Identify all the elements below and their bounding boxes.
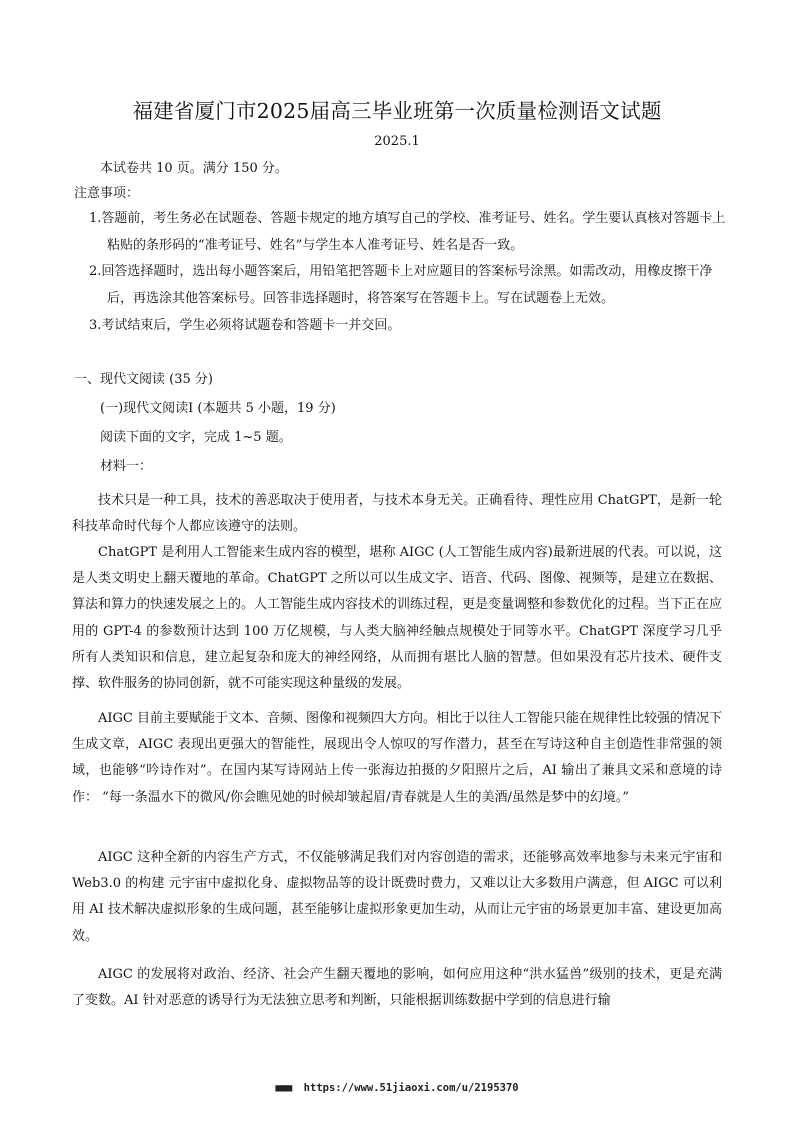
material-label: 材料一： — [100, 459, 153, 474]
body-paragraph-4: AIGC 这种全新的内容生产方式，不仅能够满足我们对内容创造的需求，还能够高效率地参与未来元宇宙和 Web3.0 的构建 元宇宙中虚拟化身、虚拟物品等的设计既费时费力，又难以让大多数用户满意，但 AIGC 可以利用 AI 技术解决虚拟形象的生成问题，甚至能够让虚拟形象更加生动，从而让元宇宙的场景更加丰富、建设更加高效。 — [72, 850, 722, 944]
note-item-3: 3.考试结束后，学生必须将试题卷和答题卡一并交回。 — [89, 318, 401, 333]
exam-date: 2025.1 — [374, 134, 420, 149]
note-item-2: 2.回答选择题时，选出每小题答案后，用铅笔把答题卡上对应题目的答案标号涂黑。如需改动，用橡皮擦干净后，再选涂其他答案标号。回答非选择题时，将答案写在答题卡上。写在试题卷上无效。 — [89, 264, 713, 306]
body-paragraph-2: ChatGPT 是利用人工智能来生成内容的模型，堪称 AIGC (人工智能生成内容)最新进展的代表。可以说，这是人类文明史上翻天覆地的革命。ChatGPT 之所以可以生成文字、语音、代码、图像、视频等，是建立在数据、算法和算力的快速发展之上的。人工智能生成内容技术的训练过程，更是变量调整和参数优化的过程。当下正在应用的 GPT-4 的参数预计达到 100 万亿规模，与人类大脑神经触点规模处于同等水平。ChatGPT 深度学习几乎所有人类知识和信息，建立起复杂和庞大的神经网络，从而拥有堪比人脑的智慧。但如果没有芯片技术、硬件支撑、软件服务的协同创新，就不可能实现这种量级的发展。 — [72, 545, 723, 692]
note-item-1: 1.答题前，考生务必在试题卷、答题卡规定的地方填写自己的学校、准考证号、姓名。学生要认真核对答题卡上粘贴的条形码的“准考证号、姓名”与学生本人准考证号、姓名是否一致。 — [89, 211, 726, 253]
reading-instruction: 阅读下面的文字，完成 1~5 题。 — [100, 430, 292, 445]
section-heading: 一、现代文阅读 (35 分) — [74, 372, 213, 387]
notes-heading: 注意事项： — [74, 186, 140, 201]
footer-mark: ■■■ — [275, 1082, 292, 1094]
sub-section-heading: (一)现代文阅读Ⅰ (本题共 5 小题，19 分) — [100, 401, 336, 416]
body-paragraph-3: AIGC 目前主要赋能于文本、音频、图像和视频四大方向。相比于以往人工智能只能在规律性比较强的情况下生成文章，AIGC 表现出更强大的智能性，展现出令人惊叹的写作潜力，甚至在写诗这种自主创造性非常强的领域，也能够“吟诗作对”。在国内某写诗网站上传一张海边拍摄的夕阳照片之后，AI 输出了兼具文采和意境的诗作： “每一条温水下的微风/你会瞧见她的时候却皱起眉/青春就是人生的美酒/虽然是梦中的幻境。” — [72, 711, 722, 805]
footer-url-link[interactable]: https://www.51jiaoxi.com/u/2195370 — [303, 1082, 519, 1094]
body-paragraph-1: 技术只是一种工具，技术的善恶取决于使用者，与技术本身无关。正确看待、理性应用 ChatGPT，是新一轮科技革命时代每个人都应该遵守的法则。 — [72, 493, 722, 535]
exam-title: 福建省厦门市2025届高三毕业班第一次质量检测语文试题 — [132, 99, 662, 123]
page-footer — [0, 1082, 794, 1094]
pages-score-line: 本试卷共 10 页。满分 150 分。 — [100, 161, 288, 176]
body-paragraph-5: AIGC 的发展将对政治、经济、社会产生翻天覆地的影响，如何应用这种“洪水猛兽”级别的技术，更是充满了变数。AI 针对恶意的诱导行为无法独立思考和判断，只能根据训练数据中学到的信息进行输 — [72, 967, 722, 1009]
